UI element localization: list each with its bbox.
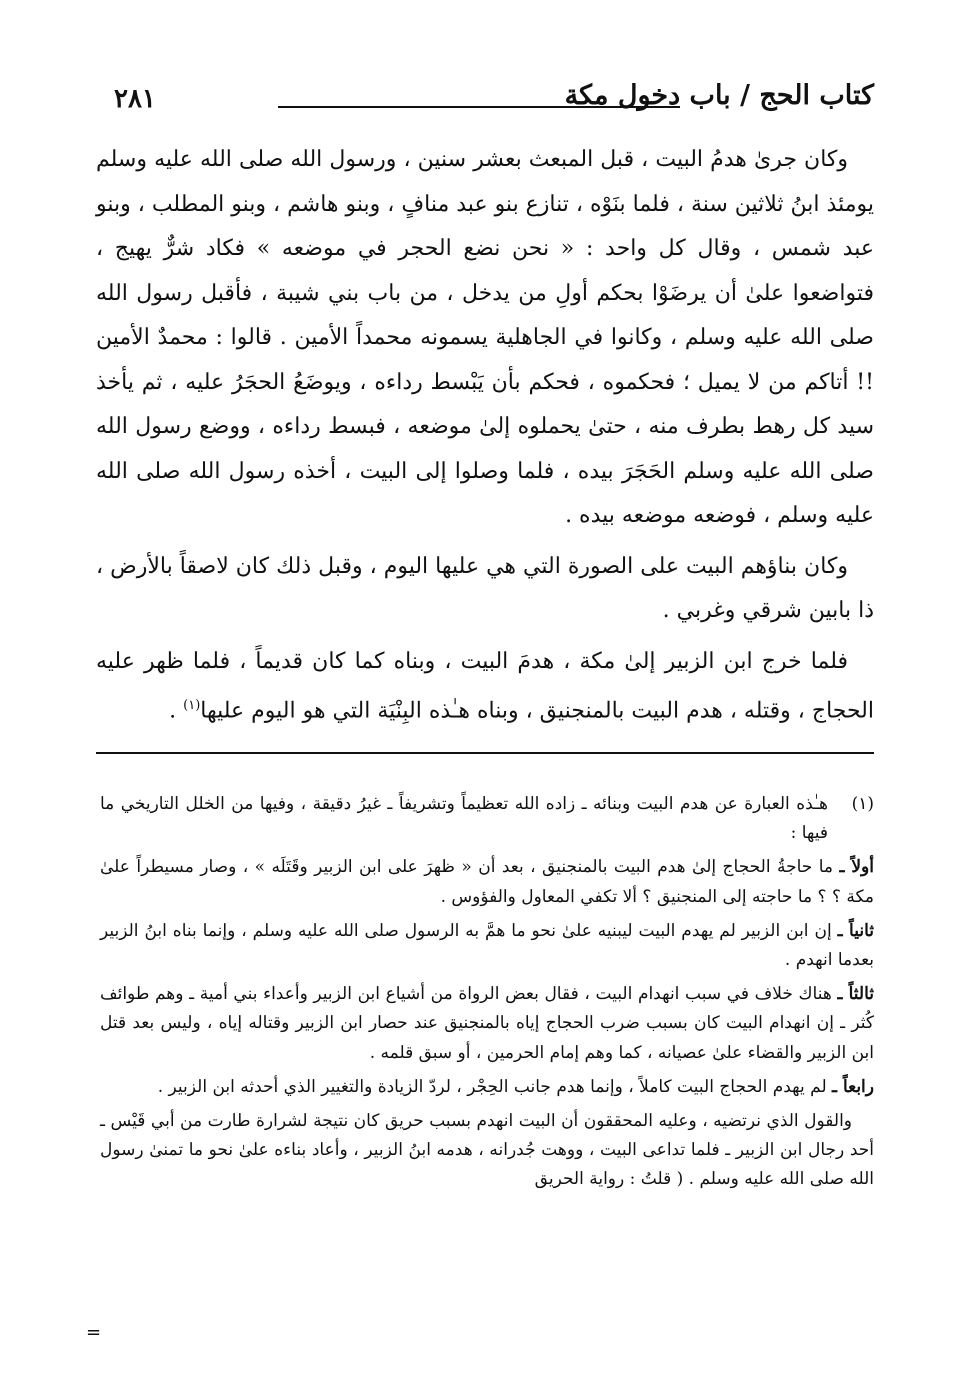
footnote-reference[interactable]: (١): [183, 698, 201, 713]
page-number: ٢٨١: [114, 84, 156, 114]
footnote-point: [100, 853, 874, 911]
point-label: ثانياً ـ: [837, 920, 874, 941]
point-text: ما حاجةُ الحجاج إلىٰ هدم البيت بالمنجنيق ، بعد أن « ظهرَ على ابن الزبير وقَتَلَه » ، وصار مسيطراً علىٰ مكة ؟ ؟ ما حاجته إلى المنجنيق ؟ ألا تكفي المعاول والفؤوس .: [100, 857, 874, 907]
page-header: [96, 78, 874, 122]
footnote-block: [100, 790, 874, 1200]
footnote-point: [100, 1073, 874, 1102]
footnote-point: [100, 980, 874, 1068]
body-paragraph: [96, 640, 874, 734]
point-label: ثالثاً ـ: [837, 984, 874, 1005]
point-text: إن ابن الزبير لم يهدم البيت ليبنيه علىٰ نحو ما همَّ به الرسول صلى الله عليه وسلم ، وإنما بناه ابنُ الزبير بعدما انهدم .: [100, 920, 874, 971]
body-paragraph: وكان بناؤهم البيت على الصورة التي هي عليها اليوم ، وقبل ذلك كان لاصقاً بالأرض ، ذا بابين شرقي وغربي .: [96, 553, 874, 623]
running-title: كتاب الحج / باب دخول مكة: [564, 80, 874, 111]
footnote-number: (١): [851, 794, 874, 814]
footnote-conclusion: والقول الذي نرتضيه ، وعليه المحققون أن البيت انهدم بسبب حريق كان نتيجة لشرارة طارت من أبي قَيْس ـ أحد رجال ابن الزبير ـ فلما تداعى البيت ، ووهت جُدرانه ، هدمه ابنُ الزبير ، وأعاد بناءه علىٰ نحو ما تمنىٰ رسول الله صلى الله عليه وسلم . ( قلتُ : رواية الحريق: [100, 1111, 874, 1190]
footnote-point: [100, 917, 874, 975]
main-text: [96, 138, 874, 740]
footnote-intro-text: هـٰذه العبارة عن هدم البيت وبنائه ـ زاده الله تعظيماً وتشريفاً ـ غيرُ دقيقة ، وفيها من الخلل التاريخي ما فيها :: [100, 794, 828, 844]
body-paragraph: وكان جرىٰ هدمُ البيت ، قبل المبعث بعشر سنين ، ورسول الله صلى الله عليه وسلم يومئذ ابنُ ثلاثين سنة ، فلما بنَوْه ، تنازع بنو عبد منافٍ ، وبنو هاشم ، وبنو المطلب ، وبنو عبد شمس ، وقال كل واحد : « نحن نضع الحجر في موضعه » فكاد شرٌّ يهيج ، فتواضعوا علىٰ أن يرضَوْا بحكم أولِ من يدخل ، من باب بني شيبة ، فأقبل رسول الله صلى الله عليه وسلم ، وكانوا في الجاهلية يسمونه محمداً الأمين . قالوا : محمدٌ الأمين !! أتاكم من لا يميل ؛ فحكموه ، فحكم بأن يَبْسط رداءه ، ويوضَعُ الحجَرُ عليه ، ثم يأخذ سيد كل رهط بطرف منه ، حتىٰ يحملوه إلىٰ موضعه ، فبسط رداءه ، ووضع رسول الله صلى الله عليه وسلم الحَجَرَ بيده ، فلما وصلوا إلى البيت ، أخذه رسول الله صلى الله عليه وسلم ، فوضعه موضعه بيده .: [95, 147, 874, 528]
continuation-mark: =: [86, 1322, 102, 1343]
point-text: هناك خلاف في سبب انهدام البيت ، فقال بعض الرواة من أشياع ابن الزبير وأعداء بني أمية ـ وهم طوائف كُثر ـ إن انهدام البيت كان بسبب ضرب الحجاج إياه بالمنجنيق عند حصار ابن الزبير وقتاله إياه ، وليس بعد قتل ابن الزبير والقضاء علىٰ عصيانه ، كما وهم إمام الحرمين ، أو سبق قلمه .: [100, 984, 874, 1063]
point-label: أولاً ـ: [839, 857, 874, 878]
body-paragraph-text: فلما خرج ابن الزبير إلىٰ مكة ، هدمَ البيت ، وبناه كما كان قديماً ، فلما ظهر عليه الحجاج ، وقتله ، هدم البيت بالمنجنيق ، وبناه هـٰذه البِنْيَة التي هو اليوم عليها: [96, 648, 874, 724]
point-text: لم يهدم الحجاج البيت كاملاً ، وإنما هدم جانب الحِجْر ، لردّ الزيادة والتغيير الذي أحدثه ابن الزبير .: [157, 1076, 833, 1097]
footnote-intro: [100, 790, 874, 848]
closing-punctuation: .: [169, 698, 184, 724]
point-label: رابعاً ـ: [832, 1076, 874, 1097]
footnote-separator: [96, 752, 874, 754]
